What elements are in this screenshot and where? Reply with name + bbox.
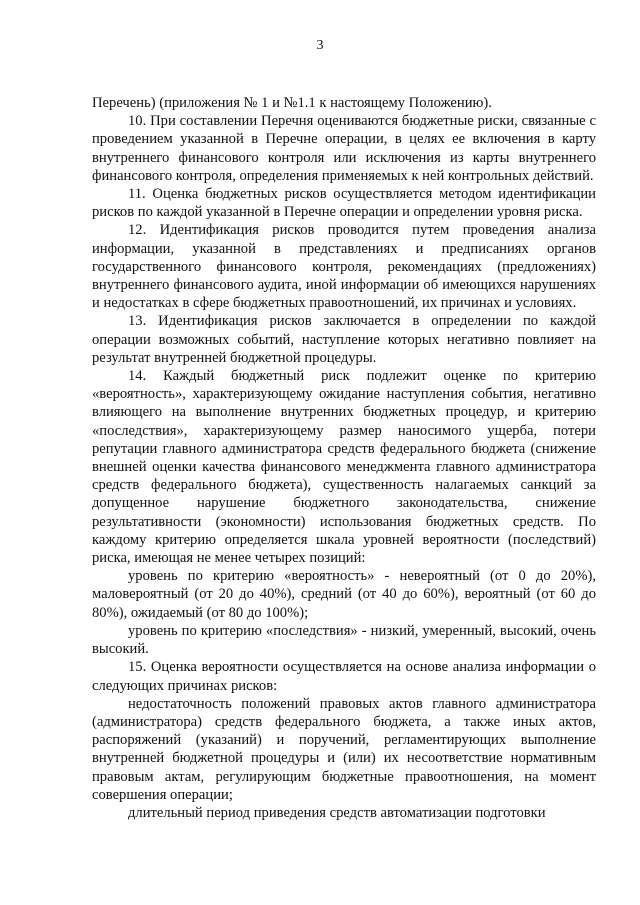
paragraph: уровень по критерию «вероятность» - невероятный (от 0 до 20%), маловероятный (от 20 до 40%), средний (от 40 до 60%), вероятный (от 60 до 80%), ожидаемый (от 80 до 100%); (92, 568, 596, 621)
paragraph: 13. Идентификация рисков заключается в определении по каждой операции возможных событий, наступление которых негативно повлияет на результат внутренней бюджетной процедуры. (92, 313, 596, 366)
paragraph: 15. Оценка вероятности осуществляется на основе анализа информации о следующих причинах рисков: (92, 659, 596, 694)
paragraph: 14. Каждый бюджетный риск подлежит оценке по критерию «вероятность», характеризующему ожидание наступления события, негативно влияющего на выполнение внутренних бюджетных процедур, и критерию «последствия», характеризующему размер наносимого ущерба, потери репутации главного администратора средств федерального бюджета (снижение внешней оценки качества финансового менеджмента главного администратора средств федерального бюджета), существенность налагаемых санкций за допущенное нарушение бюджетного законодательства, снижение результативности (экономности) использования бюджетных средств. По каждому критерию определяется шкала уровней вероятности (последствий) риска, имеющая не менее четырех позиций: (92, 368, 596, 567)
paragraph: длительный период приведения средств автоматизации подготовки (128, 804, 546, 821)
paragraph: 11. Оценка бюджетных рисков осуществляется методом идентификации рисков по каждой указанной в Перечне операции и определении уровня риска. (92, 186, 596, 221)
paragraph: 12. Идентификация рисков проводится путем проведения анализа информации, указанной в представлениях и предписаниях органов государственного финансового контроля, рекомендациях (предложениях) внутреннего финансового аудита, иной информации об имеющихся нарушениях и недостатках в сфере бюджетных правоотношений, их причинах и условиях. (92, 222, 596, 312)
paragraph: 10. При составлении Перечня оцениваются бюджетные риски, связанные с проведением указанной в Перечне операции, в целях ее включения в карту внутреннего финансового контроля или исключения из карты внутреннего финансового контроля, определения применяемых к ней контрольных действий. (92, 113, 596, 184)
page-number: 3 (316, 38, 324, 53)
paragraph: недостаточность положений правовых актов главного администратора (администратора) средств федерального бюджета, а также иных актов, распоряжений (указаний) и поручений, регламентирующих выполнение внутренней бюджетной процедуры и (или) их несоответствие нормативным правовым актам, регулирующим бюджетные правоотношения, на момент совершения операции; (92, 695, 596, 803)
paragraph: Перечень) (приложения № 1 и №1.1 к настоящему Положению). (92, 95, 492, 111)
paragraph: уровень по критерию «последствия» - низкий, умеренный, высокий, очень высокий. (92, 622, 596, 658)
document-body (92, 94, 596, 822)
